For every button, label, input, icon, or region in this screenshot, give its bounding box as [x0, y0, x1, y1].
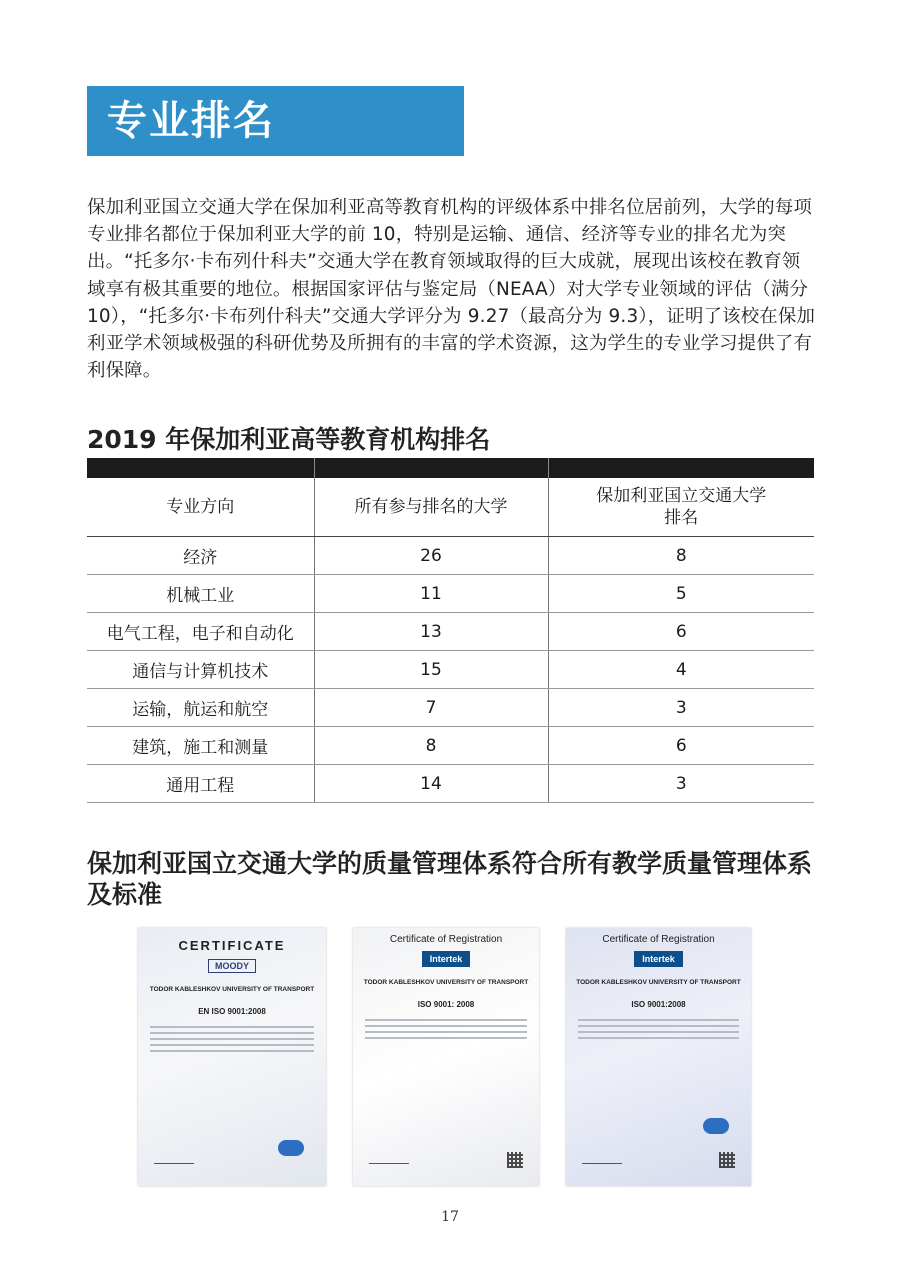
- cert-text-lines: [365, 1019, 527, 1039]
- cert-university: TODOR KABLESHKOV UNIVERSITY OF TRANSPORT: [149, 986, 315, 993]
- cell-rank: 3: [548, 765, 814, 803]
- cell-major: 经济: [87, 537, 314, 575]
- cert-standard: ISO 9001: 2008: [417, 1000, 475, 1009]
- cell-major: 电气工程，电子和自动化: [87, 613, 314, 651]
- section-title: 专业排名: [87, 86, 464, 156]
- iaf-badge-icon: [278, 1140, 304, 1156]
- certificate-intertek-1: [353, 928, 539, 1186]
- table-top-bar: [87, 458, 814, 478]
- table-body: [87, 537, 814, 803]
- table-row: [87, 689, 814, 727]
- header-universities: 所有参与排名的大学: [314, 478, 548, 537]
- cell-major: 通信与计算机技术: [87, 651, 314, 689]
- cert-text-lines: [578, 1019, 739, 1039]
- ranking-table: [87, 458, 814, 803]
- moody-logo: MOODY: [208, 959, 256, 973]
- cell-universities: 11: [314, 575, 548, 613]
- cell-major: 运输，航运和航空: [87, 689, 314, 727]
- cell-rank: 3: [548, 689, 814, 727]
- cell-major: 建筑，施工和测量: [87, 727, 314, 765]
- table-row: [87, 537, 814, 575]
- cert-heading: Certificate of Registration: [602, 934, 715, 945]
- cell-universities: 26: [314, 537, 548, 575]
- cert-text-lines: [150, 1026, 314, 1052]
- cell-rank: 6: [548, 613, 814, 651]
- cell-rank: 5: [548, 575, 814, 613]
- table-row: [87, 613, 814, 651]
- cell-universities: 8: [314, 727, 548, 765]
- header-major: 专业方向: [87, 478, 314, 537]
- cell-universities: 13: [314, 613, 548, 651]
- cell-rank: 8: [548, 537, 814, 575]
- cell-universities: 7: [314, 689, 548, 727]
- cert-university: TODOR KABLESHKOV UNIVERSITY OF TRANSPORT: [576, 979, 741, 986]
- intertek-logo: Intertek: [422, 951, 471, 967]
- cert-heading: Certificate of Registration: [389, 934, 503, 945]
- cert-university: TODOR KABLESHKOV UNIVERSITY OF TRANSPORT: [363, 979, 529, 986]
- certificate-moody: [138, 928, 326, 1186]
- signature-icon: [369, 1153, 409, 1164]
- qr-code-icon: [507, 1152, 523, 1168]
- qr-code-icon: [719, 1152, 735, 1168]
- header-rank: 保加利亚国立交通大学 排名: [548, 478, 814, 537]
- accreditation-badge-icon: [703, 1118, 729, 1134]
- cell-major: 机械工业: [87, 575, 314, 613]
- signature-icon: [582, 1153, 622, 1164]
- table-row: [87, 765, 814, 803]
- cert-standard: EN ISO 9001:2008: [198, 1007, 266, 1016]
- signature-icon: [154, 1153, 194, 1164]
- cell-universities: 15: [314, 651, 548, 689]
- cell-universities: 14: [314, 765, 548, 803]
- cell-rank: 4: [548, 651, 814, 689]
- intertek-logo: Intertek: [634, 951, 683, 967]
- cert-standard: ISO 9001:2008: [631, 1000, 686, 1009]
- table-title: 2019 年保加利亚高等教育机构排名: [87, 425, 491, 454]
- table-header-row: [87, 478, 814, 537]
- cell-rank: 6: [548, 727, 814, 765]
- page-number: 17: [441, 1209, 459, 1225]
- certificate-intertek-2: [566, 928, 751, 1186]
- table-row: [87, 651, 814, 689]
- intro-paragraph: 保加利亚国立交通大学在保加利亚高等教育机构的评级体系中排名位居前列，大学的每项专业排名都位于保加利亚大学的前 10，特别是运输、通信、经济等专业的排名尤为突出。“托多尔·卡布列什科夫”交通大学在教育领域取得的巨大成就，展现出该校在教育领域享有极其重要的地位。根据国家评估与鉴定局（NEAA）对大学专业领域的评估（满分 10），“托多尔·卡布列什科夫”交通大学评分为 9.27（最高分为 9.3），证明了该校在保加利亚学术领域极强的科研优势及所拥有的丰富的学术资源，这为学生的专业学习提供了有利保障。: [87, 197, 816, 382]
- cert-heading: CERTIFICATE: [178, 938, 286, 953]
- qms-title: 保加利亚国立交通大学的质量管理体系符合所有教学质量管理体系及标准: [87, 849, 813, 909]
- cell-major: 通用工程: [87, 765, 314, 803]
- table-row: [87, 727, 814, 765]
- table-row: [87, 575, 814, 613]
